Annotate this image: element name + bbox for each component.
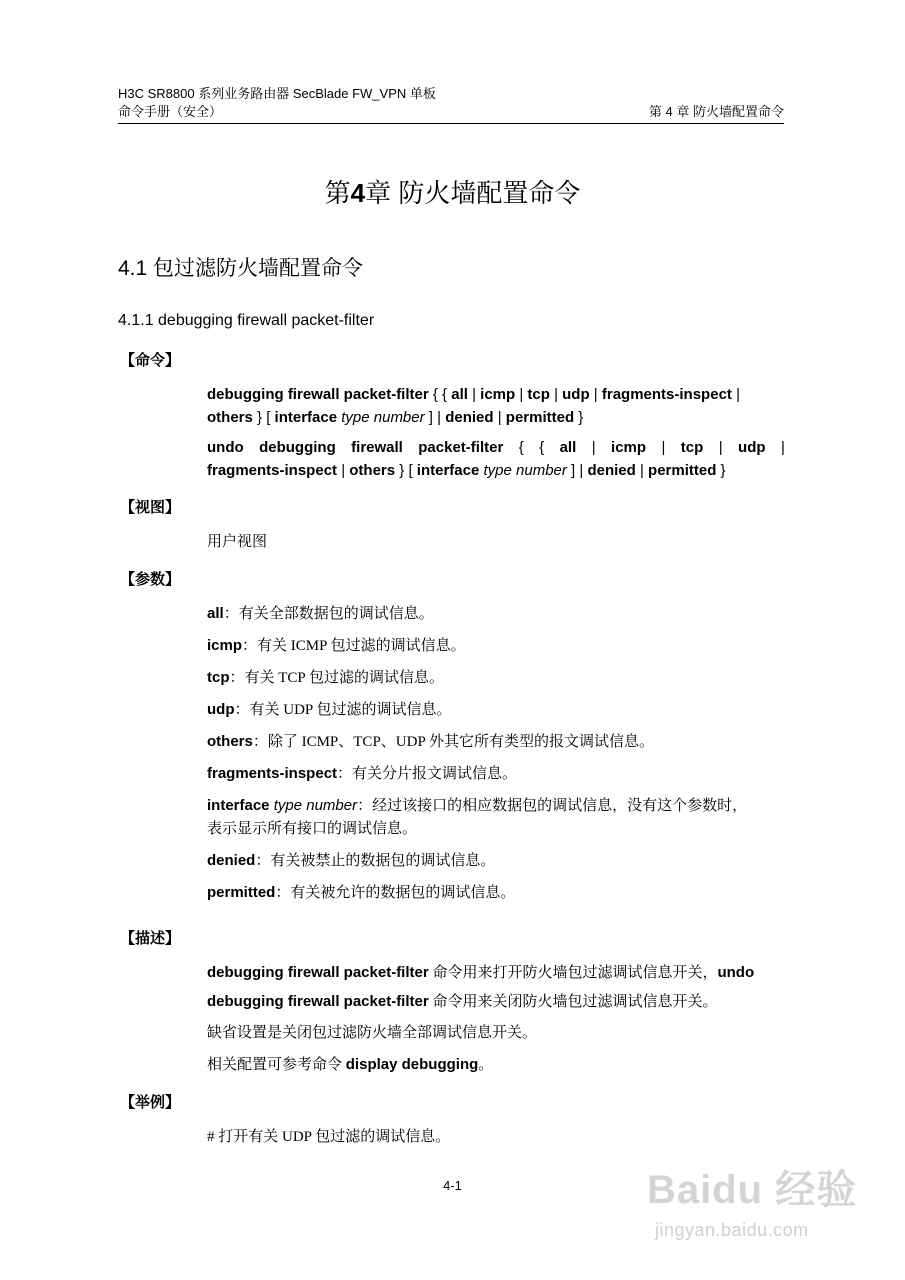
command-symbol: | <box>515 386 528 403</box>
command-symbol: } [ <box>395 462 417 479</box>
param-desc: ：有关 ICMP 包过滤的调试信息。 <box>242 638 466 654</box>
header-title: H3C SR8800 系列业务路由器 SecBlade FW_VPN 单板 <box>118 86 436 101</box>
header-rule <box>118 123 784 124</box>
chapter-number: 4 <box>350 178 366 208</box>
param-desc: ：有关全部数据包的调试信息。 <box>223 606 434 622</box>
param-item <box>207 666 785 690</box>
param-key: denied <box>207 852 256 869</box>
command-keyword: debugging firewall packet-filter <box>207 386 429 403</box>
param-key: icmp <box>207 637 243 654</box>
chapter-title <box>0 176 905 210</box>
param-item <box>207 881 785 905</box>
command-keyword: permitted <box>648 462 717 479</box>
command-symbol: | <box>591 439 596 456</box>
desc-default: 缺省设置是关闭包过滤防火墙全部调试信息开关。 <box>207 1025 538 1041</box>
command-keyword: others <box>207 409 253 426</box>
command-keyword: fragments-inspect <box>207 462 338 479</box>
tag-example: 【举例】 <box>120 1094 181 1111</box>
param-desc: ：除了 ICMP、TCP、UDP 外其它所有类型的报文调试信息。 <box>252 734 654 750</box>
command-symbol: { { <box>428 386 452 403</box>
command-keyword: icmp <box>480 386 516 403</box>
param-key: others <box>207 733 253 750</box>
desc-block <box>207 961 785 1077</box>
param-desc-continued: 表示显示所有接口的调试信息。 <box>207 821 418 837</box>
command-keyword: interface <box>274 409 338 426</box>
watermark <box>647 1158 867 1258</box>
command-symbol: | <box>635 462 649 479</box>
param-argument: type number <box>273 797 358 814</box>
command-keyword: permitted <box>505 409 575 426</box>
command-keyword: tcp <box>680 439 704 456</box>
param-desc: ：有关 UDP 包过滤的调试信息。 <box>234 702 452 718</box>
command-symbol: | <box>493 409 506 426</box>
command-symbol: { <box>518 439 524 456</box>
param-item <box>207 730 785 754</box>
param-key: tcp <box>207 669 230 686</box>
desc-text: 。 <box>478 1057 494 1073</box>
param-desc: ：经过该接口的相应数据包的调试信息，没有这个参数时， <box>357 798 748 814</box>
desc-text: 相关配置可参考命令 <box>207 1057 346 1073</box>
param-item <box>207 698 785 722</box>
command-symbol: | <box>549 386 563 403</box>
command-symbol: | <box>589 386 602 403</box>
param-desc: ：有关分片报文调试信息。 <box>337 766 518 782</box>
command-symbol: | <box>337 462 350 479</box>
command-line-4 <box>207 459 785 482</box>
desc-line-2 <box>207 990 785 1014</box>
command-keyword: debugging <box>259 439 336 456</box>
chapter-prefix: 第 <box>324 178 351 208</box>
param-desc: ：有关 TCP 包过滤的调试信息。 <box>229 670 444 686</box>
command-keyword: interface <box>416 462 480 479</box>
command-symbol: ] | <box>566 462 588 479</box>
page-number: 4-1 <box>443 1178 462 1193</box>
param-item <box>207 794 785 818</box>
chapter-name: 章 防火墙配置命令 <box>365 178 581 208</box>
param-key: permitted <box>207 884 276 901</box>
command-keyword: denied <box>587 462 636 479</box>
param-item <box>207 634 785 658</box>
command-symbol: } <box>574 409 584 426</box>
param-key: all <box>207 605 224 622</box>
header-subtitle: 命令手册（安全） <box>118 104 223 119</box>
header-chapter: 第 4 章 防火墙配置命令 <box>648 104 784 119</box>
command-syntax <box>207 383 785 482</box>
tag-command: 【命令】 <box>120 352 181 369</box>
command-keyword: all <box>559 439 577 456</box>
command-symbol: } <box>716 462 726 479</box>
command-keyword: denied <box>445 409 494 426</box>
command-keyword: icmp <box>611 439 647 456</box>
command-keyword: packet-filter <box>418 439 504 456</box>
param-desc: ：有关被允许的数据包的调试信息。 <box>275 885 516 901</box>
command-keyword: tcp <box>527 386 550 403</box>
param-desc: ：有关被禁止的数据包的调试信息。 <box>255 853 496 869</box>
tag-desc: 【描述】 <box>120 930 181 947</box>
desc-text: 命令用来打开防火墙包过滤调试信息开关， <box>428 965 718 981</box>
param-key: fragments-inspect <box>207 765 338 782</box>
command-symbol: | <box>731 386 740 403</box>
desc-cmd: display debugging <box>345 1056 479 1073</box>
tag-params: 【参数】 <box>120 571 181 588</box>
command-argument: type number <box>341 409 425 426</box>
command-symbol: { <box>539 439 545 456</box>
param-item <box>207 602 785 626</box>
param-key: udp <box>207 701 235 718</box>
example-text: # 打开有关 UDP 包过滤的调试信息。 <box>207 1129 451 1145</box>
desc-text: 命令用来关闭防火墙包过滤调试信息开关。 <box>428 994 718 1010</box>
command-line-1 <box>207 383 785 406</box>
command-symbol: | <box>661 439 666 456</box>
command-symbol: ] | <box>424 409 446 426</box>
section-heading: 4.1 包过滤防火墙配置命令 <box>118 257 364 280</box>
command-argument: type number <box>483 462 567 479</box>
command-symbol: | <box>718 439 723 456</box>
desc-cmd: debugging firewall packet-filter <box>207 993 429 1010</box>
param-item <box>207 849 785 873</box>
command-keyword: firewall <box>351 439 403 456</box>
param-item <box>207 762 785 786</box>
command-keyword: all <box>451 386 468 403</box>
command-keyword: udp <box>738 439 766 456</box>
command-symbol: } [ <box>252 409 275 426</box>
command-keyword: others <box>349 462 396 479</box>
desc-cmd: undo <box>717 964 755 981</box>
subsection-heading: 4.1.1 debugging firewall packet-filter <box>118 312 375 329</box>
tag-view: 【视图】 <box>120 499 181 516</box>
command-keyword: undo <box>207 439 244 456</box>
command-symbol: | <box>467 386 481 403</box>
watermark-logo: Baidu 经验 <box>647 1168 858 1212</box>
desc-line-1 <box>207 961 785 985</box>
params-list <box>207 602 785 913</box>
command-keyword: udp <box>562 386 590 403</box>
command-symbol: | <box>780 439 785 456</box>
view-text: 用户视图 <box>207 534 268 550</box>
command-line-3 <box>207 436 785 459</box>
param-key: interface <box>207 797 270 814</box>
watermark-url: jingyan.baidu.com <box>655 1220 809 1240</box>
desc-cmd: debugging firewall packet-filter <box>207 964 429 981</box>
command-keyword: fragments-inspect <box>601 386 732 403</box>
command-line-2 <box>207 406 785 429</box>
desc-related <box>207 1053 785 1077</box>
